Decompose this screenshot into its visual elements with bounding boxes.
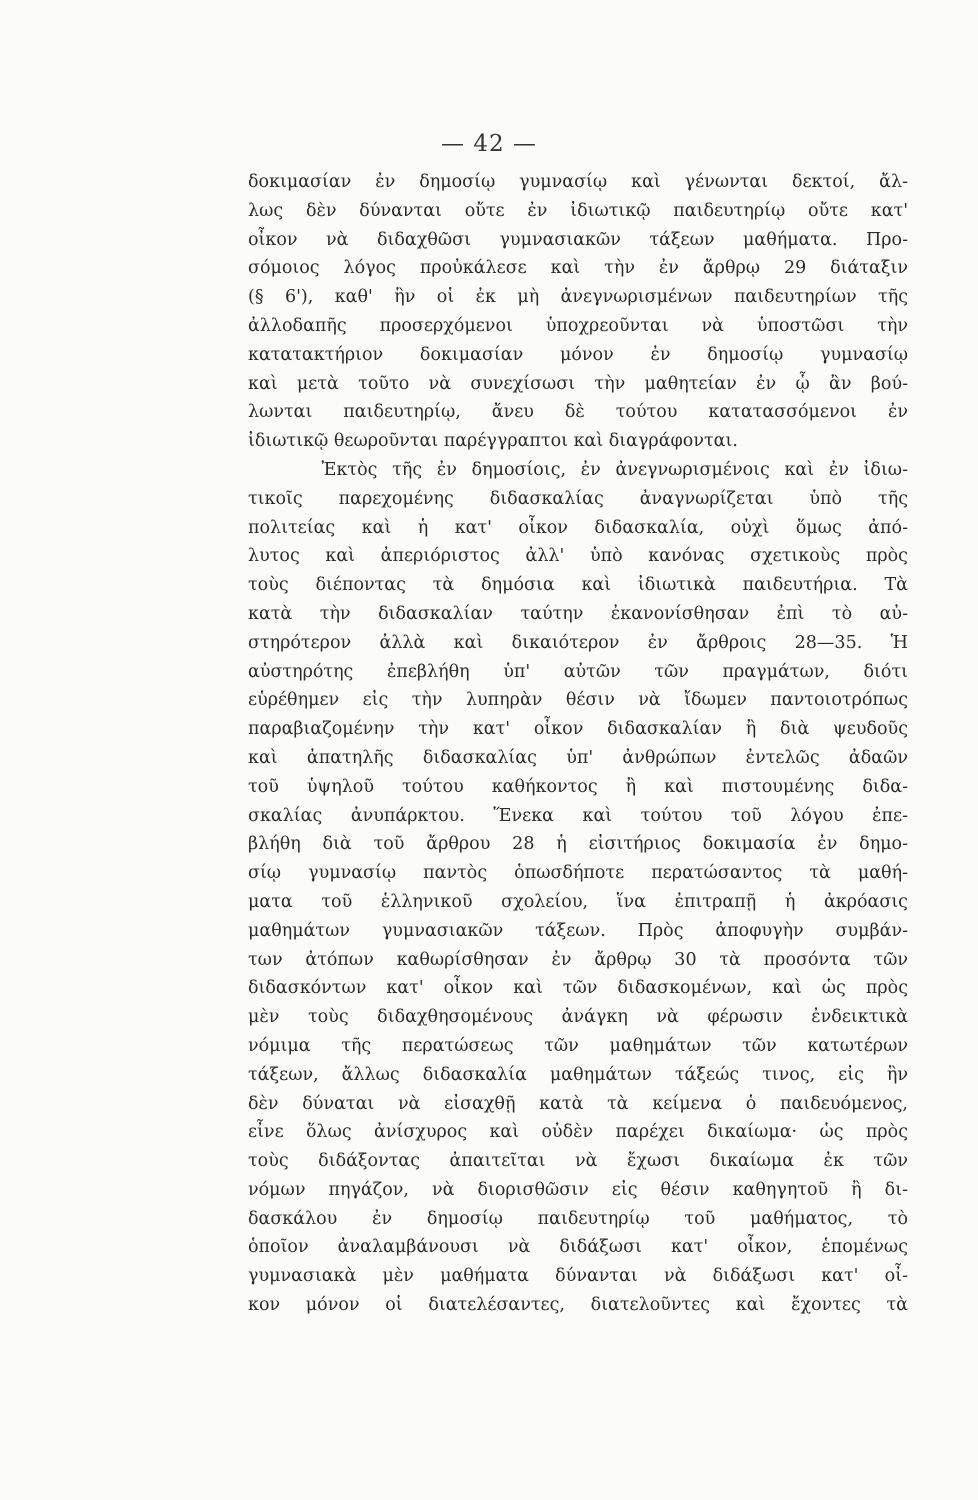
text-line: νόμων πηγάζον, νὰ διορισθῶσιν εἰς θέσιν καθηγητοῦ ἢ δι-: [248, 1179, 908, 1200]
text-line: ἀλλοδαπῆς προσερχόμενοι ὑποχρεοῦνται νὰ ὑποστῶσι τὴν: [248, 315, 908, 336]
text-line: παραβιαζομένην τὴν κατ' οἶκον διδασκαλίαν ἢ διὰ ψευδοῦς: [248, 719, 908, 740]
text-line: εἶνε ὅλως ἀνίσχυρος καὶ οὐδὲν παρέχει δικαίωμα· ὡς πρὸς: [248, 1122, 908, 1143]
text-line: καὶ ἀπατηλῆς διδασκαλίας ὑπ' ἀνθρώπων ἐντελῶς ἀδαῶν: [248, 747, 908, 768]
text-line: νόμιμα τῆς περατώσεως τῶν μαθημάτων τῶν κατωτέρων: [248, 1035, 908, 1056]
text-line: δασκάλου ἐν δημοσίῳ παιδευτηρίῳ τοῦ μαθήματος, τὸ: [248, 1208, 908, 1229]
text-line: σκαλίας ἀνυπάρκτου. Ἕνεκα καὶ τούτου τοῦ λόγου ἐπε-: [248, 805, 908, 826]
text-line: τοὺς διδάξοντας ἀπαιτεῖται νὰ ἔχωσι δικαίωμα ἐκ τῶν: [248, 1151, 908, 1172]
text-line: λως δὲν δύνανται οὔτε ἐν ἰδιωτικῷ παιδευτηρίῳ οὔτε κατ': [248, 200, 908, 221]
text-line: μαθημάτων γυμνασιακῶν τάξεων. Πρὸς ἀποφυγὴν συμβάν-: [248, 920, 908, 941]
text-line: σόμοιος λόγος προὐκάλεσε καὶ τὴν ἐν ἄρθρῳ 29 διάταξιν: [248, 258, 908, 279]
text-line: δοκιμασίαν ἐν δημοσίῳ γυμνασίῳ καὶ γένωνται δεκτοί, ἄλ-: [248, 172, 908, 192]
text-line: τάξεων, ἄλλως διδασκαλία μαθημάτων τάξεώς τινος, εἰς ἣν: [248, 1064, 908, 1085]
text-line: βλήθη διὰ τοῦ ἄρθρου 28 ἡ εἰσιτήριος δοκιμασία ἐν δημο-: [248, 834, 908, 855]
text-line: κατατακτήριον δοκιμασίαν μόνον ἐν δημοσίῳ γυμνασίῳ: [248, 344, 908, 365]
text-line: λυτος καὶ ἀπεριόριστος ἀλλ' ὑπὸ κανόνας σχετικοὺς πρὸς: [248, 546, 908, 567]
text-line: δὲν δύναται νὰ εἰσαχθῇ κατὰ τὰ κείμενα ὁ παιδευόμενος,: [248, 1093, 908, 1114]
text-line: γυμνασιακὰ μὲν μαθήματα δύνανται νὰ διδάξωσι κατ' οἶ-: [248, 1266, 908, 1287]
text-line: (§ 6'), καθ' ἣν οἱ ἐκ μὴ ἀνεγνωρισμένων παιδευτηρίων τῆς: [248, 287, 908, 308]
text-line: πολιτείας καὶ ἡ κατ' οἶκον διδασκαλία, οὐχὶ ὅμως ἀπό-: [248, 517, 908, 538]
text-line: εὑρέθημεν εἰς τὴν λυπηρὰν θέσιν νὰ ἴδωμεν παντοιοτρόπως: [248, 690, 908, 711]
text-line: τοῦ ὑψηλοῦ τούτου καθήκοντος ἢ καὶ πιστουμένης διδα-: [248, 776, 908, 797]
text-line: των ἀτόπων καθωρίσθησαν ἐν ἄρθρῳ 30 τὰ προσόντα τῶν: [248, 949, 908, 970]
text-line: αὐστηρότης ἐπεβλήθη ὑπ' αὐτῶν τῶν πραγμάτων, διότι: [248, 661, 908, 682]
text-line: διδασκόντων κατ' οἶκον καὶ τῶν διδασκομένων, καὶ ὡς πρὸς: [248, 978, 908, 999]
text-line: κον μόνον οἱ διατελέσαντες, διατελοῦντες καὶ ἔχοντες τὰ: [248, 1295, 908, 1316]
text-line: λωνται παιδευτηρίῳ, ἄνευ δὲ τούτου κατατασσόμενοι ἐν: [248, 402, 908, 423]
text-line: ματα τοῦ ἑλληνικοῦ σχολείου, ἵνα ἐπιτραπῇ ἡ ἀκρόασις: [248, 891, 908, 912]
text-line: μὲν τοὺς διδαχθησομένους ἀνάγκη νὰ φέρωσιν ἐνδεικτικὰ: [248, 1007, 908, 1028]
text-line: τικοῖς παρεχομένης διδασκαλίας ἀναγνωρίζεται ὑπὸ τῆς: [248, 488, 908, 509]
text-line: ἰδιωτικῷ θεωροῦνται παρέγγραπτοι καὶ διαγράφονται.: [248, 431, 738, 452]
text-line: τοὺς διέποντας τὰ δημόσια καὶ ἰδιωτικὰ παιδευτήρια. Τὰ: [248, 575, 908, 596]
text-line: ὁποῖον ἀναλαμβάνουσι νὰ διδάξωσι κατ' οἶκον, ἑπομένως: [248, 1237, 908, 1258]
page-number: — 42 —: [441, 131, 537, 157]
text-line: σίῳ γυμνασίῳ παντὸς ὁπωσδήποτε περατώσαντος τὰ μαθή-: [248, 863, 908, 884]
text-line: στηρότερον ἀλλὰ καὶ δικαιότερον ἐν ἄρθροις 28—35. Ἡ: [248, 632, 908, 653]
text-line: Ἐκτὸς τῆς ἐν δημοσίοις, ἐν ἀνεγνωρισμένοις καὶ ἐν ἰδιω-: [248, 459, 908, 480]
text-line: οἶκον νὰ διδαχθῶσι γυμνασιακῶν τάξεων μαθήματα. Προ-: [248, 229, 908, 250]
body-text: [248, 168, 908, 1320]
text-line: καὶ μετὰ τοῦτο νὰ συνεχίσωσι τὴν μαθητείαν ἐν ᾧ ἂν βού-: [248, 373, 908, 394]
text-line: κατὰ τὴν διδασκαλίαν ταύτην ἐκανονίσθησαν ἐπὶ τὸ αὐ-: [248, 603, 908, 624]
